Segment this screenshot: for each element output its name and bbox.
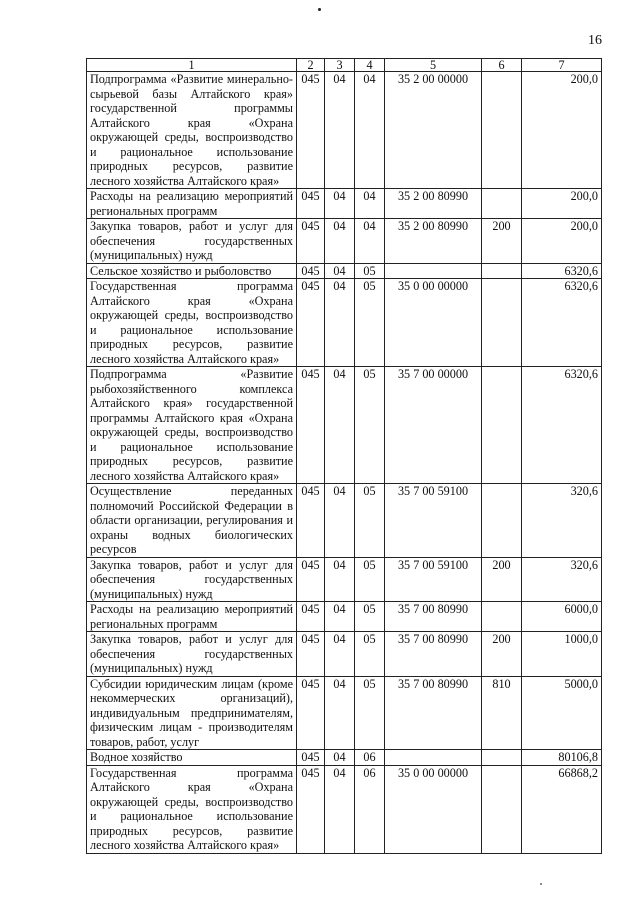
subsection-code-cell: 04 bbox=[355, 219, 385, 264]
amount-cell: 1000,0 bbox=[522, 632, 602, 677]
row-name-cell: Государственная программа Алтайского края «Охрана окружающей среды, воспроизводство и рациональное использование природных ресурсов, развитие лесного хозяйства Алтайского края» bbox=[87, 279, 297, 367]
table-row bbox=[87, 367, 602, 484]
amount-cell: 66868,2 bbox=[522, 765, 602, 853]
subsection-code-cell: 05 bbox=[355, 602, 385, 632]
subsection-code-cell: 05 bbox=[355, 676, 385, 750]
target-article-cell: 35 7 00 59100 bbox=[385, 484, 482, 558]
section-code-cell: 04 bbox=[325, 765, 355, 853]
target-article-cell: 35 7 00 80990 bbox=[385, 676, 482, 750]
subsection-code-cell: 06 bbox=[355, 765, 385, 853]
table-row bbox=[87, 750, 602, 766]
subsection-code-cell: 06 bbox=[355, 750, 385, 766]
expense-type-cell bbox=[482, 189, 522, 219]
subsection-code-cell: 05 bbox=[355, 632, 385, 677]
table-row bbox=[87, 219, 602, 264]
amount-cell: 6320,6 bbox=[522, 263, 602, 279]
target-article-cell: 35 2 00 00000 bbox=[385, 72, 482, 189]
subsection-code-cell: 04 bbox=[355, 72, 385, 189]
target-article-cell: 35 0 00 00000 bbox=[385, 279, 482, 367]
row-name-cell: Закупка товаров, работ и услуг для обеспечения государственных (муниципальных) нужд bbox=[87, 632, 297, 677]
grbs-code-cell: 045 bbox=[297, 750, 325, 766]
expense-type-cell bbox=[482, 72, 522, 189]
subsection-code-cell: 05 bbox=[355, 279, 385, 367]
grbs-code-cell: 045 bbox=[297, 219, 325, 264]
table-row bbox=[87, 557, 602, 602]
section-code-cell: 04 bbox=[325, 72, 355, 189]
expense-type-cell: 810 bbox=[482, 676, 522, 750]
section-code-cell: 04 bbox=[325, 750, 355, 766]
column-header: 5 bbox=[385, 59, 482, 72]
target-article-cell: 35 0 00 00000 bbox=[385, 765, 482, 853]
subsection-code-cell: 05 bbox=[355, 367, 385, 484]
table-row bbox=[87, 676, 602, 750]
section-code-cell: 04 bbox=[325, 676, 355, 750]
target-article-cell: 35 7 00 00000 bbox=[385, 367, 482, 484]
row-name-cell: Расходы на реализацию мероприятий региональных программ bbox=[87, 602, 297, 632]
target-article-cell bbox=[385, 263, 482, 279]
table-row bbox=[87, 765, 602, 853]
target-article-cell: 35 7 00 59100 bbox=[385, 557, 482, 602]
row-name-cell: Расходы на реализацию мероприятий региональных программ bbox=[87, 189, 297, 219]
table-row bbox=[87, 602, 602, 632]
section-code-cell: 04 bbox=[325, 602, 355, 632]
target-article-cell: 35 2 00 80990 bbox=[385, 219, 482, 264]
budget-table bbox=[86, 58, 602, 854]
row-name-cell: Осуществление переданных полномочий Российской Федерации в области организации, регулирования и охраны водных биологических ресурсов bbox=[87, 484, 297, 558]
subsection-code-cell: 05 bbox=[355, 557, 385, 602]
amount-cell: 5000,0 bbox=[522, 676, 602, 750]
target-article-cell bbox=[385, 750, 482, 766]
row-name-cell: Закупка товаров, работ и услуг для обеспечения государственных (муниципальных) нужд bbox=[87, 557, 297, 602]
expense-type-cell bbox=[482, 367, 522, 484]
expense-type-cell: 200 bbox=[482, 557, 522, 602]
section-code-cell: 04 bbox=[325, 484, 355, 558]
table-row bbox=[87, 279, 602, 367]
amount-cell: 80106,8 bbox=[522, 750, 602, 766]
target-article-cell: 35 7 00 80990 bbox=[385, 632, 482, 677]
subsection-code-cell: 05 bbox=[355, 263, 385, 279]
amount-cell: 320,6 bbox=[522, 557, 602, 602]
amount-cell: 6000,0 bbox=[522, 602, 602, 632]
target-article-cell: 35 2 00 80990 bbox=[385, 189, 482, 219]
scan-dot bbox=[318, 8, 321, 11]
expense-type-cell bbox=[482, 263, 522, 279]
row-name-cell: Закупка товаров, работ и услуг для обеспечения государственных (муниципальных) нужд bbox=[87, 219, 297, 264]
grbs-code-cell: 045 bbox=[297, 279, 325, 367]
section-code-cell: 04 bbox=[325, 279, 355, 367]
grbs-code-cell: 045 bbox=[297, 263, 325, 279]
subsection-code-cell: 04 bbox=[355, 189, 385, 219]
row-name-cell: Сельское хозяйство и рыболовство bbox=[87, 263, 297, 279]
section-code-cell: 04 bbox=[325, 557, 355, 602]
expense-type-cell bbox=[482, 484, 522, 558]
column-number-row bbox=[87, 59, 602, 72]
expense-type-cell bbox=[482, 750, 522, 766]
expense-type-cell: 200 bbox=[482, 219, 522, 264]
row-name-cell: Государственная программа Алтайского края «Охрана окружающей среды, воспроизводство и рациональное использование природных ресурсов, развитие лесного хозяйства Алтайского края» bbox=[87, 765, 297, 853]
amount-cell: 200,0 bbox=[522, 72, 602, 189]
table-row bbox=[87, 484, 602, 558]
grbs-code-cell: 045 bbox=[297, 557, 325, 602]
section-code-cell: 04 bbox=[325, 263, 355, 279]
page-number: 16 bbox=[588, 33, 602, 48]
target-article-cell: 35 7 00 80990 bbox=[385, 602, 482, 632]
section-code-cell: 04 bbox=[325, 189, 355, 219]
column-header: 4 bbox=[355, 59, 385, 72]
section-code-cell: 04 bbox=[325, 632, 355, 677]
amount-cell: 200,0 bbox=[522, 219, 602, 264]
column-header: 3 bbox=[325, 59, 355, 72]
grbs-code-cell: 045 bbox=[297, 765, 325, 853]
grbs-code-cell: 045 bbox=[297, 484, 325, 558]
row-name-cell: Подпрограмма «Развитие рыбохозяйственного комплекса Алтайского края» государственной программы Алтайского края «Охрана окружающей среды, воспроизводство и рациональное использование природных ресурсов, развитие лесного хозяйства Алтайского края» bbox=[87, 367, 297, 484]
scan-speck bbox=[540, 883, 542, 885]
grbs-code-cell: 045 bbox=[297, 632, 325, 677]
row-name-cell: Субсидии юридическим лицам (кроме некоммерческих организаций), индивидуальным предпринимателям, физическим лицам - производителям товаров, работ, услуг bbox=[87, 676, 297, 750]
amount-cell: 320,6 bbox=[522, 484, 602, 558]
table-row bbox=[87, 263, 602, 279]
grbs-code-cell: 045 bbox=[297, 189, 325, 219]
section-code-cell: 04 bbox=[325, 367, 355, 484]
table-body bbox=[87, 72, 602, 854]
expense-type-cell: 200 bbox=[482, 632, 522, 677]
grbs-code-cell: 045 bbox=[297, 676, 325, 750]
column-header: 2 bbox=[297, 59, 325, 72]
subsection-code-cell: 05 bbox=[355, 484, 385, 558]
grbs-code-cell: 045 bbox=[297, 602, 325, 632]
expense-type-cell bbox=[482, 279, 522, 367]
table-row bbox=[87, 632, 602, 677]
amount-cell: 6320,6 bbox=[522, 279, 602, 367]
expense-type-cell bbox=[482, 765, 522, 853]
section-code-cell: 04 bbox=[325, 219, 355, 264]
column-header: 1 bbox=[87, 59, 297, 72]
grbs-code-cell: 045 bbox=[297, 72, 325, 189]
table-row bbox=[87, 189, 602, 219]
amount-cell: 200,0 bbox=[522, 189, 602, 219]
row-name-cell: Водное хозяйство bbox=[87, 750, 297, 766]
column-header: 6 bbox=[482, 59, 522, 72]
column-header: 7 bbox=[522, 59, 602, 72]
grbs-code-cell: 045 bbox=[297, 367, 325, 484]
row-name-cell: Подпрограмма «Развитие минерально-сырьевой базы Алтайского края» государственной программы Алтайского края «Охрана окружающей среды, воспроизводство и рациональное использование природных ресурсов, развитие лесного хозяйства Алтайского края» bbox=[87, 72, 297, 189]
amount-cell: 6320,6 bbox=[522, 367, 602, 484]
table-row bbox=[87, 72, 602, 189]
expense-type-cell bbox=[482, 602, 522, 632]
